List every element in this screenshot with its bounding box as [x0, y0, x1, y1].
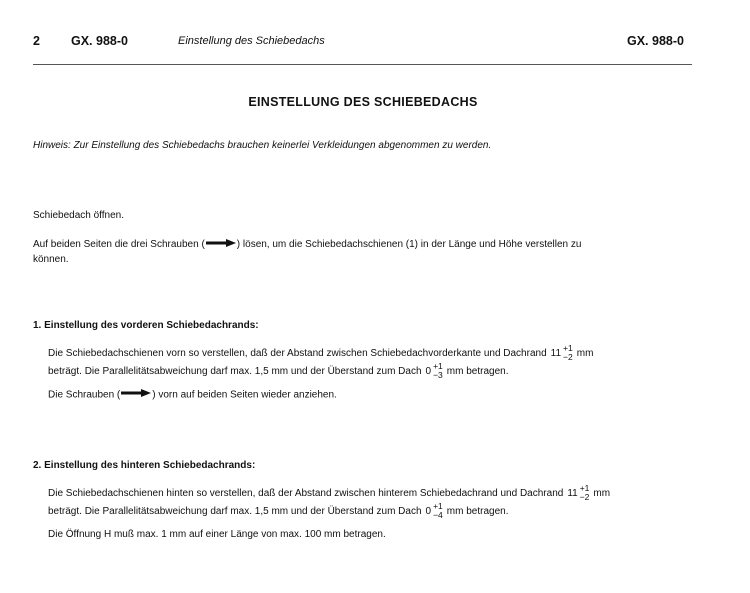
- tolerance-minus: −4: [433, 510, 443, 520]
- page-title: EINSTELLUNG DES SCHIEBEDACHS: [248, 95, 478, 109]
- section2-line1: [48, 484, 688, 502]
- note-text: Hinweis: Zur Einstellung des Schiebedachs brauchen keinerlei Verkleidungen abgenommen zu werden.: [33, 140, 492, 151]
- tolerance-front-overhang: [426, 362, 443, 380]
- section2-line2-text-after: mm betragen.: [446, 505, 509, 517]
- page-number: 2: [33, 34, 40, 48]
- section2-line1-text: Die Schiebedachschienen hinten so verstellen, daß der Abstand zwischen hinterem Schiebedachrand und Dachrand: [48, 487, 564, 499]
- tolerance-rear-overhang: [426, 502, 443, 520]
- doc-code-right: GX. 988-0: [627, 34, 684, 48]
- section1-tighten-line: [48, 386, 688, 404]
- tighten-text-after: ) vorn auf beiden Seiten wieder anziehen.: [152, 389, 337, 401]
- header-section-title: Einstellung des Schiebedachs: [178, 35, 325, 47]
- loosen-screws-text-line2: können.: [33, 254, 69, 265]
- tolerance-front-distance: [551, 344, 573, 362]
- tolerance-minus: −3: [433, 370, 443, 380]
- header-rule: [33, 64, 692, 65]
- section1-heading: 1. Einstellung des vorderen Schiebedachrands:: [33, 320, 259, 331]
- tolerance-rear-distance: [567, 484, 589, 502]
- tolerance-plus: +1: [433, 361, 443, 371]
- section1-body: [48, 344, 688, 404]
- section2-body: [48, 484, 688, 544]
- section1-line1: [48, 344, 688, 362]
- loosen-screws-text-before: Auf beiden Seiten die drei Schrauben (: [33, 239, 205, 251]
- loosen-screws-text-after: ) lösen, um die Schiebedachschienen (1) in der Länge und Höhe verstellen zu: [236, 239, 582, 251]
- tolerance-nominal: 11: [550, 347, 562, 359]
- arrow-right-icon: [121, 386, 151, 404]
- arrow-right-icon: [206, 237, 236, 252]
- tolerance-plus: +1: [433, 501, 443, 511]
- section2-heading: 2. Einstellung des hinteren Schiebedachrands:: [33, 460, 256, 471]
- tolerance-nominal: 11: [567, 487, 578, 499]
- unit-mm: mm: [576, 347, 594, 359]
- section2-line2: [48, 502, 688, 520]
- tighten-text-before: Die Schrauben (: [48, 389, 121, 401]
- section1-line1-text: Die Schiebedachschienen vorn so verstellen, daß der Abstand zwischen Schiebedachvorderkante und Dachrand: [48, 347, 547, 359]
- tolerance-nominal: 0: [425, 505, 432, 517]
- tolerance-nominal: 0: [425, 365, 432, 377]
- section2-opening-line: Die Öffnung H muß max. 1 mm auf einer Länge von max. 100 mm betragen.: [48, 529, 386, 540]
- section2-line2-text-before: beträgt. Die Parallelitätsabweichung darf max. 1,5 mm und der Überstand zum Dach: [48, 505, 422, 517]
- tolerance-plus: +1: [579, 483, 590, 493]
- unit-mm: mm: [593, 487, 611, 499]
- section1-line2: [48, 362, 688, 380]
- tolerance-plus: +1: [563, 343, 573, 353]
- doc-code-left: GX. 988-0: [71, 34, 128, 48]
- tolerance-minus: −2: [579, 492, 590, 502]
- section1-line2-text-before: beträgt. Die Parallelitätsabweichung darf max. 1,5 mm und der Überstand zum Dach: [48, 365, 422, 377]
- tolerance-minus: −2: [563, 352, 573, 362]
- loosen-screws-paragraph: [33, 237, 691, 252]
- open-sunroof-text: Schiebedach öffnen.: [33, 210, 125, 221]
- section1-line2-text-after: mm betragen.: [446, 365, 509, 377]
